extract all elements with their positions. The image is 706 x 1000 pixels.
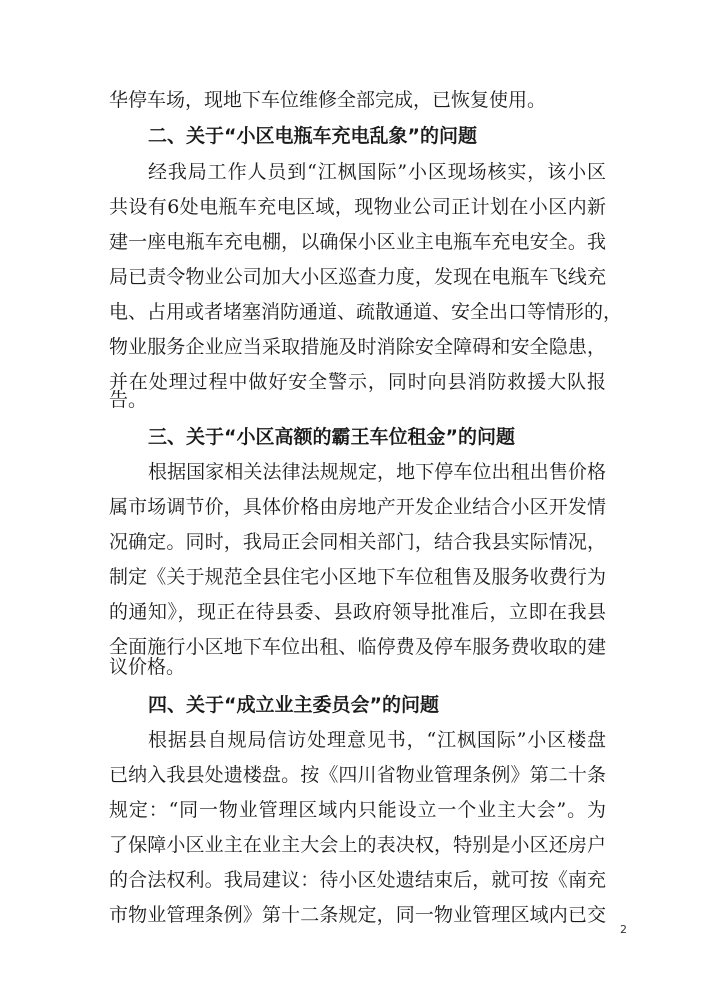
body-line: 电、占用或者堵塞消防通道、疏散通道、安全出口等情形的， xyxy=(109,301,623,323)
body-line: 经我局工作人员到“江枫国际”小区现场核实，该小区 xyxy=(148,161,606,183)
body-line: 已纳入我县处遗楼盘。按《四川省物业管理条例》第二十条 xyxy=(109,764,606,786)
page-number: 2 xyxy=(620,923,627,936)
body-line: 根据县自规局信访处理意见书，“江枫国际”小区楼盘 xyxy=(148,729,606,751)
body-line: 并在处理过程中做好安全警示，同时向县消防救援大队报 xyxy=(109,371,606,393)
body-line: 局已责令物业公司加大小区巡查力度，发现在电瓶车飞线充 xyxy=(109,266,606,288)
body-line: 属市场调节价，具体价格由房地产开发企业结合小区开发情 xyxy=(109,496,606,518)
body-line: 况确定。同时，我局正会同相关部门，结合我县实际情况， xyxy=(109,531,606,553)
body-line-end: 议价格。 xyxy=(109,656,186,678)
section-heading-2: 二、关于“小区电瓶车充电乱象”的问题 xyxy=(148,125,477,147)
body-line: 物业服务企业应当采取措施及时消除安全障碍和安全隐患， xyxy=(109,336,606,358)
body-line: 的合法权利。我局建议：待小区处遗结束后，就可按《南充 xyxy=(109,869,606,891)
body-line-end: 告。 xyxy=(109,389,148,411)
body-line: 了保障小区业主在业主大会上的表决权，特别是小区还房户 xyxy=(109,834,606,856)
body-line: 规定：“同一物业管理区域内只能设立一个业主大会”。为 xyxy=(109,799,606,821)
body-line: 全面施行小区地下车位出租、临停费及停车服务费收取的建 xyxy=(109,636,606,658)
body-line: 的通知》，现正在待县委、县政府领导批准后，立即在我县 xyxy=(109,601,606,623)
body-line: 制定《关于规范全县住宅小区地下车位租售及服务收费行为 xyxy=(109,566,606,588)
body-line: 市物业管理条例》第十二条规定，同一物业管理区域内已交 xyxy=(109,904,606,926)
body-line-continuation: 华停车场，现地下车位维修全部完成，已恢复使用。 xyxy=(109,89,547,111)
body-line: 共设有6处电瓶车充电区域，现物业公司正计划在小区内新 xyxy=(109,196,606,218)
section-heading-3: 三、关于“小区高额的霸王车位租金”的问题 xyxy=(148,426,515,448)
body-line: 根据国家相关法律法规规定，地下停车位出租出售价格 xyxy=(148,461,606,483)
body-line: 建一座电瓶车充电棚，以确保小区业主电瓶车充电安全。我 xyxy=(109,231,606,253)
section-heading-4: 四、关于“成立业主委员会”的问题 xyxy=(148,694,439,716)
